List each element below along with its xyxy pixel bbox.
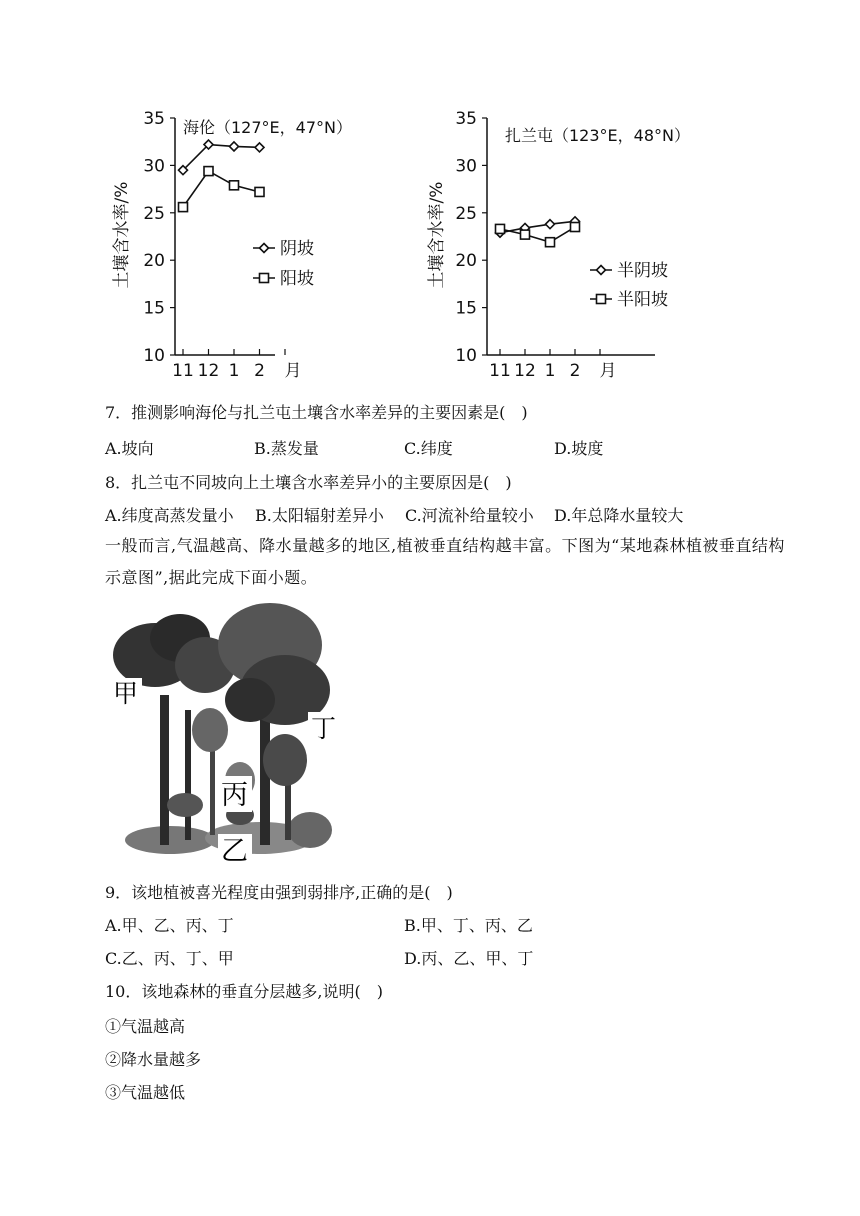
- data-point: [546, 238, 555, 247]
- x-tick-label: 11: [172, 361, 194, 381]
- forest-label-bing: 丙: [221, 780, 248, 811]
- q7-stem: 7．推测影响海伦与扎兰屯土壤含水率差异的主要因素是( ): [105, 403, 528, 422]
- forest-label-yi: 乙: [221, 836, 248, 865]
- data-point: [255, 143, 264, 152]
- legend-label: 半阳坡: [617, 290, 668, 310]
- q10-item-1[interactable]: ①气温越高: [105, 1017, 186, 1036]
- x-tick-label: 2: [254, 361, 265, 381]
- data-point: [496, 224, 505, 233]
- q8-stem: 8．扎兰屯不同坡向上土壤含水率差异小的主要原因是( ): [105, 473, 512, 492]
- legend-label: 半阴坡: [617, 261, 668, 281]
- forest-figure: [110, 600, 335, 865]
- data-point: [546, 220, 555, 229]
- y-axis-label: 土壤含水率/%: [112, 181, 132, 289]
- legend-marker: [597, 295, 606, 304]
- q9-option-a[interactable]: A.甲、乙、丙、丁: [105, 916, 234, 935]
- q7-option-a[interactable]: A.坡向: [105, 439, 154, 458]
- x-tick-label: 1: [544, 361, 556, 381]
- legend-marker: [260, 244, 269, 253]
- x-tick-label: 12: [197, 361, 220, 381]
- y-tick-label: 30: [143, 156, 165, 177]
- q8-option-a[interactable]: A.纬度高蒸发量小: [105, 506, 234, 525]
- x-tick-label: 12: [514, 361, 536, 381]
- y-axis-label: 土壤含水率/%: [427, 181, 447, 289]
- x-tick-label: 11: [489, 361, 511, 381]
- q7-option-b[interactable]: B.蒸发量: [254, 439, 319, 458]
- q9-option-c[interactable]: C.乙、丙、丁、甲: [105, 949, 234, 968]
- forest-label-jia: 甲: [113, 679, 139, 708]
- chart-hailun-svg: [105, 105, 352, 385]
- chart-title: 扎兰屯（123°E，48°N）: [505, 126, 690, 145]
- x-tick-label: 1: [228, 361, 240, 381]
- q10-item-3[interactable]: ③气温越低: [105, 1083, 186, 1102]
- q9-stem: 9．该地植被喜光程度由强到弱排序,正确的是( ): [105, 883, 453, 902]
- intro-paragraph: 一般而言,气温越高、降水量越多的地区,植被垂直结构越丰富。下图为“某地森林植被垂直结构示意图”,据此完成下面小题。: [105, 536, 785, 587]
- y-tick-label: 35: [455, 109, 477, 129]
- y-tick-label: 15: [455, 298, 477, 319]
- y-tick-label: 25: [455, 203, 477, 224]
- data-point: [255, 187, 264, 196]
- series-line: [500, 227, 575, 242]
- y-tick-label: 20: [455, 251, 477, 272]
- q9-option-b[interactable]: B.甲、丁、丙、乙: [404, 916, 533, 935]
- data-point: [571, 223, 580, 232]
- y-tick-label: 15: [143, 298, 165, 319]
- data-point: [204, 167, 213, 176]
- forest-label-ding: 丁: [311, 714, 335, 743]
- q8-option-d[interactable]: D.年总降水量较大: [554, 506, 684, 525]
- chart-zhalantun: [425, 105, 705, 385]
- y-tick-label: 35: [143, 109, 165, 129]
- q7-option-d[interactable]: D.坡度: [554, 439, 604, 458]
- chart-hailun: [105, 105, 352, 385]
- q8-option-c[interactable]: C.河流补给量较小: [405, 506, 534, 525]
- x-unit-label: 月: [284, 361, 302, 381]
- legend-label: 阴坡: [280, 239, 314, 259]
- chart-title: 海伦（127°E，47°N）: [183, 118, 352, 137]
- y-tick-label: 30: [455, 156, 477, 177]
- data-point: [230, 142, 239, 151]
- series-line: [183, 171, 260, 207]
- legend-marker: [260, 274, 269, 283]
- forest-illustration: [110, 600, 335, 865]
- chart-zhalantun-svg: [425, 105, 705, 385]
- series-line: [183, 145, 260, 171]
- data-point: [230, 181, 239, 190]
- q7-option-c[interactable]: C.纬度: [404, 439, 453, 458]
- data-point: [521, 230, 530, 239]
- q10-stem: 10．该地森林的垂直分层越多,说明( ): [105, 982, 383, 1001]
- x-unit-label: 月: [599, 361, 617, 381]
- data-point: [179, 203, 188, 212]
- q9-option-d[interactable]: D.丙、乙、甲、丁: [404, 949, 534, 968]
- y-tick-label: 10: [143, 346, 165, 366]
- y-tick-label: 25: [143, 203, 165, 224]
- q10-item-2[interactable]: ②降水量越多: [105, 1050, 202, 1069]
- y-tick-label: 20: [143, 251, 165, 272]
- q8-option-b[interactable]: B.太阳辐射差异小: [255, 506, 384, 525]
- y-tick-label: 10: [455, 346, 477, 366]
- legend-label: 阳坡: [280, 269, 314, 289]
- legend-marker: [597, 266, 606, 275]
- x-tick-label: 2: [569, 361, 581, 381]
